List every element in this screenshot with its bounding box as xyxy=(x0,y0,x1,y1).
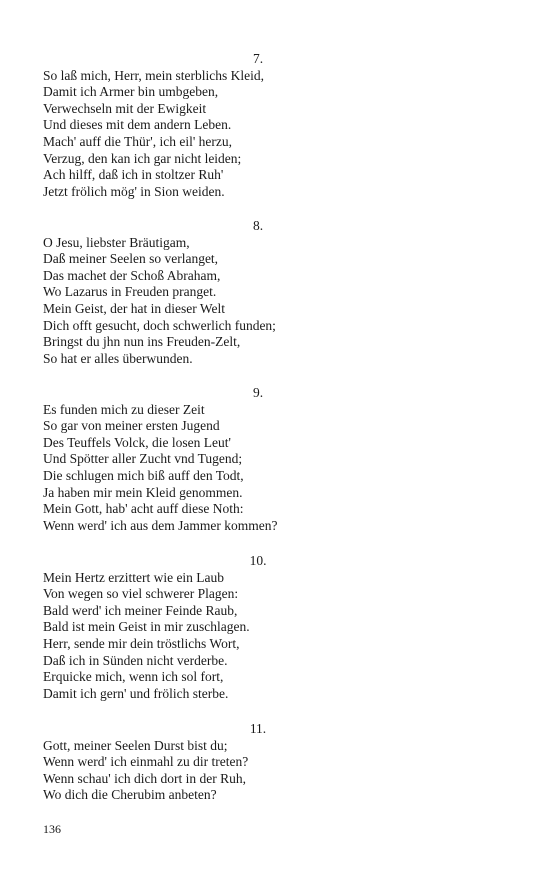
stanza-number: 8. xyxy=(252,218,264,233)
verse-line: Und dieses mit dem andern Leben. xyxy=(43,117,232,133)
page-number: 136 xyxy=(43,822,61,836)
verse-line: Des Teuffels Volck, die losen Leut' xyxy=(43,434,231,450)
stanza-10 xyxy=(43,553,473,702)
verse-line: Mein Hertz erzittert wie ein Laub xyxy=(43,569,225,585)
verse-line: So gar von meiner ersten Jugend xyxy=(43,418,220,434)
verse-line: Verzug, den kan ich gar nicht leiden; xyxy=(43,150,242,166)
verse-line: Bringst du jhn nun ins Freuden-Zelt, xyxy=(43,334,241,350)
verse-line: Wenn werd' ich einmahl zu dir treten? xyxy=(43,754,249,770)
verse-line: So hat er alles überwunden. xyxy=(43,350,193,366)
stanza-7 xyxy=(43,51,473,200)
verse-line: Ach hilff, daß ich in stoltzer Ruh' xyxy=(43,167,224,183)
verse-line: Wenn werd' ich aus dem Jammer kommen? xyxy=(43,517,278,533)
verse-line: Dich offt gesucht, doch schwerlich funden; xyxy=(43,317,276,333)
stanza-number: 9. xyxy=(252,385,264,400)
verse-line: Gott, meiner Seelen Durst bist du; xyxy=(43,737,228,753)
verse-line: Daß meiner Seelen so verlanget, xyxy=(43,251,219,267)
verse-line: Mein Gott, hab' acht auff diese Noth: xyxy=(43,501,244,517)
verse-line: Es funden mich zu dieser Zeit xyxy=(43,401,205,417)
stanza-number: 7. xyxy=(252,51,264,66)
verse-line: Ja haben mir mein Kleid genommen. xyxy=(43,484,243,500)
verse-line: So laß mich, Herr, mein sterblichs Kleid, xyxy=(43,67,265,83)
verse-line: Von wegen so viel schwerer Plagen: xyxy=(43,586,239,602)
verse-line: Und Spötter aller Zucht vnd Tugend; xyxy=(43,451,243,467)
verse-line: Bald werd' ich meiner Feinde Raub, xyxy=(43,602,238,618)
stanza-number: 11. xyxy=(249,721,267,736)
verse-line: O Jesu, liebster Bräutigam, xyxy=(43,234,190,250)
verse-line: Wenn schau' ich dich dort in der Ruh, xyxy=(43,770,247,786)
stanza-8 xyxy=(43,218,473,367)
verse-line: Damit ich Armer bin umbgeben, xyxy=(43,84,219,100)
verse-line: Mach' auff die Thür', ich eil' herzu, xyxy=(43,133,232,149)
verse-line: Daß ich in Sünden nicht verderbe. xyxy=(43,652,228,668)
verse-line: Die schlugen mich biß auff den Todt, xyxy=(43,467,244,483)
verse-line: Verwechseln mit der Ewigkeit xyxy=(43,100,207,116)
verse-line: Jetzt frölich mög' in Sion weiden. xyxy=(43,183,225,199)
verse-line: Damit ich gern' und frölich sterbe. xyxy=(43,685,229,701)
stanza-11 xyxy=(43,721,473,804)
verse-line: Mein Geist, der hat in dieser Welt xyxy=(43,300,225,316)
verse-line: Bald ist mein Geist in mir zuschlagen. xyxy=(43,619,250,635)
stanza-number: 10. xyxy=(249,553,267,568)
verse-line: Erquicke mich, wenn ich sol fort, xyxy=(43,669,224,685)
verse-line: Herr, sende mir dein tröstlichs Wort, xyxy=(43,635,240,651)
verse-line: Wo Lazarus in Freuden pranget. xyxy=(43,284,217,300)
verse-line: Das machet der Schoß Abraham, xyxy=(43,267,221,283)
stanza-9 xyxy=(43,385,473,534)
verse-line: Wo dich die Cherubim anbeten? xyxy=(43,787,217,803)
